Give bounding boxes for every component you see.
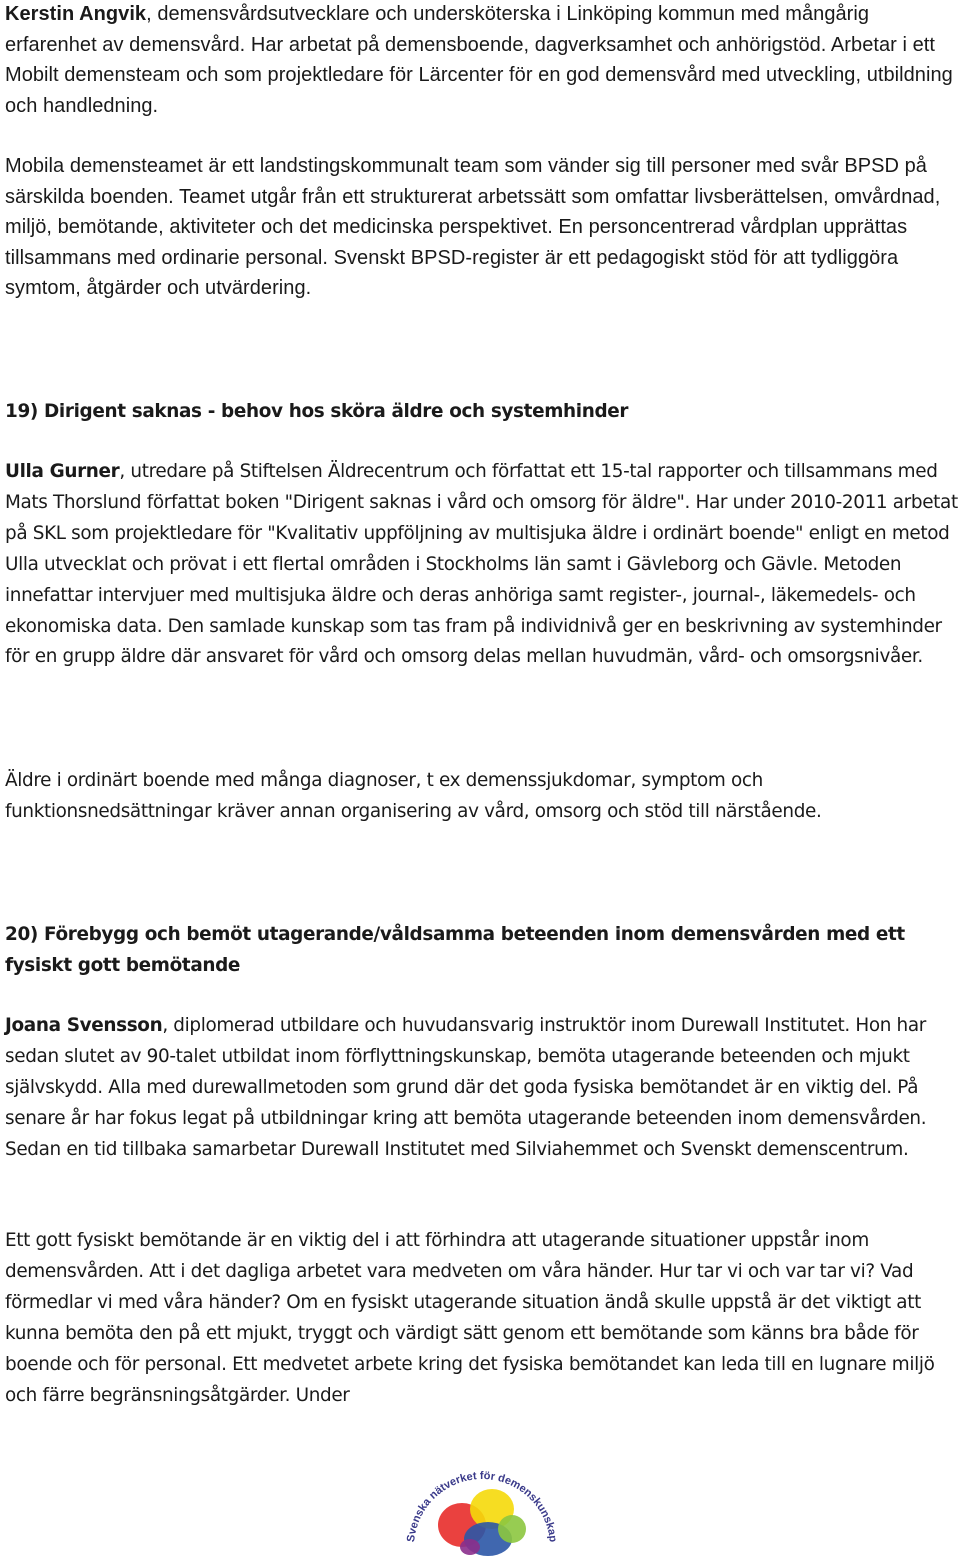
- bio-text: , diplomerad utbildare och huvudansvarig instruktör inom Durewall Institutet. Hon har sedan slutet av 90-talet utbildat inom förflyttningskunskap, bemöta utagerande beteenden och mjukt självskydd. Alla med durewallmetoden som grund där det goda fysiska bemötandet är en viktig del. På senare år har fokus legat på utbildningar kring att bemöta utagerande beteenden inom demensvården. Sedan en tid tillbaka samarbetar Durewall Institutet med Silviahemmet och Svenskt demenscentrum.: [5, 1015, 927, 1160]
- bio-text: , utredare på Stiftelsen Äldrecentrum och författat ett 15-tal rapporter och tillsammans med Mats Thorslund författat boken "Dirigent saknas i vård och omsorg för äldre". Har under 2010-2011 arbetat på SKL som projektledare för "Kvalitativ uppföljning av multisjuka äldre i ordinärt boende" enligt en metod Ulla utvecklat och prövat i ett flertal områden i Stockholms län samt i Gävleborg och Gävle. Metoden innefattar intervjuer med multisjuka äldre och deras anhöriga samt register-, journal-, läkemedels- och ekonomiska data. Den samlade kunskap som tas fram på individnivå ger en beskrivning av systemhinder för en grupp äldre där ansvaret för vård och omsorg delas mellan huvudmän, vård- och omsorgsnivåer.: [5, 461, 958, 668]
- logo-shape-green: [498, 1515, 526, 1543]
- speaker-name: Ulla Gurner: [5, 461, 120, 482]
- section-19-heading: 19) Dirigent saknas - behov hos sköra äldre och systemhinder: [5, 401, 629, 422]
- bio-text: , demensvårdsutvecklare och undersköterska i Linköping kommun med mångårig erfarenhet av demensvård. Har arbetat på demensboende, dagverksamhet och anhörigstöd. Arbetar i ett Mobilt demensteam och som projektledare för Lärcenter för en god demensvård med utveckling, utbildning och handledning.: [5, 3, 953, 117]
- speaker-name: Joana Svensson: [5, 1015, 163, 1036]
- section-19-summary-paragraph: [5, 766, 960, 828]
- bio-paragraph-joana: [5, 1011, 960, 1166]
- team-description-text: Mobila demensteamet är ett landstingskommunalt team som vänder sig till personer med svår BPSD på särskilda boenden. Teamet utgår från ett strukturerat arbetssätt som omfattar livsberättelsen, omvårdnad, miljö, bemötande, aktiviteter och det medicinska perspektivet. En personcentrerad vårdplan upprättas tillsammans med ordinarie personal. Svenskt BPSD-register är ett pedagogiskt stöd för att tydliggöra symtom, åtgärder och utvärdering.: [5, 155, 941, 299]
- speaker-name: Kerstin Angvik: [5, 3, 147, 25]
- logo-shape-purple: [460, 1539, 480, 1555]
- bio-paragraph-kerstin: [5, 0, 955, 121]
- section-20-heading: 20) Förebygg och bemöt utagerande/våldsamma beteenden inom demensvården med ett fysiskt gott bemötande: [5, 924, 905, 976]
- team-description-paragraph: [5, 151, 955, 304]
- summary-text: Ett gott fysiskt bemötande är en viktig del i att förhindra att utagerande situationer uppstår inom demensvården. Att i det dagliga arbetet vara medveten om våra händer. Hur tar vi och var tar vi? Vad förmedlar vi med våra händer? Om en fysiskt utagerande situation ändå skulle uppstå är det viktigt att kunna bemöta den på ett mjukt, tryggt och värdigt sätt genom ett bemötande som känns bra både för boende och för personal. Ett medvetet arbete kring det fysiska bemötandet kan leda till en lugnare miljö och färre begränsningsåtgärder. Under: [5, 1230, 935, 1406]
- network-logo: [396, 1443, 568, 1561]
- logo-arc-text: Svenska nätverket för demenskunskap: [405, 1469, 559, 1543]
- summary-text: Äldre i ordinärt boende med många diagnoser, t ex demenssjukdomar, symptom och funktionsnedsättningar kräver annan organisering av vård, omsorg och stöd till närstående.: [5, 770, 822, 822]
- bio-paragraph-ulla: [5, 457, 960, 673]
- section-20-summary-paragraph: [5, 1226, 960, 1411]
